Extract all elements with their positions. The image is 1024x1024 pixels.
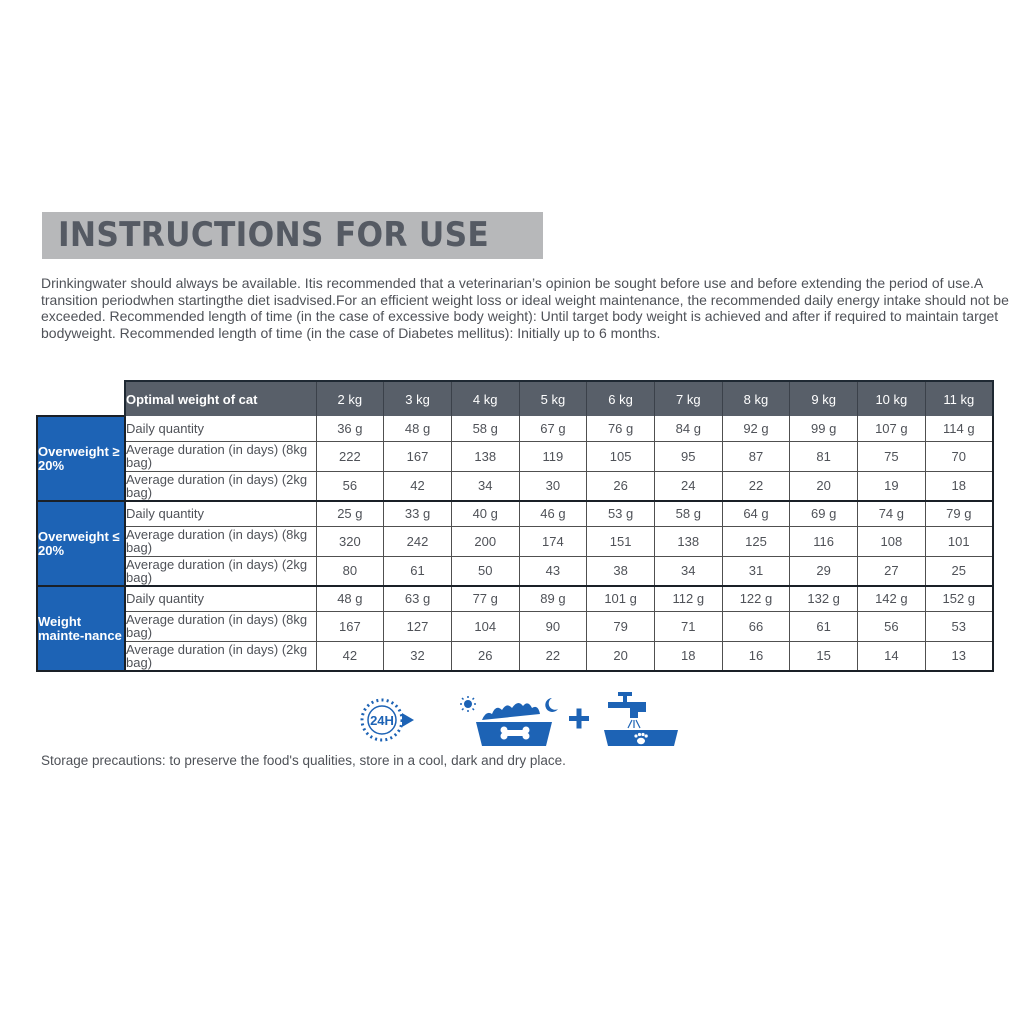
table-cell: 105: [587, 441, 655, 471]
table-cell: 56: [316, 471, 384, 501]
table-cell: 25: [925, 556, 993, 586]
table-corner: [37, 381, 125, 416]
table-cell: 87: [722, 441, 790, 471]
table-row: [37, 471, 993, 501]
group-label: Overweight ≥ 20%: [37, 416, 125, 501]
table-cell: 167: [316, 611, 384, 641]
table-cell: 56: [858, 611, 926, 641]
food-bowl-day-night-icon: [460, 696, 558, 746]
table-cell: 125: [722, 526, 790, 556]
header-label: Optimal weight of cat: [125, 381, 316, 416]
table-cell: 76 g: [587, 416, 655, 441]
table-cell: 24: [654, 471, 722, 501]
table-row: [37, 611, 993, 641]
weight-column-header: 11 kg: [925, 381, 993, 416]
table-cell: 18: [654, 641, 722, 671]
table-cell: 42: [316, 641, 384, 671]
page-title: INSTRUCTIONS FOR USE: [58, 215, 490, 255]
table-cell: 79: [587, 611, 655, 641]
table-cell: 14: [858, 641, 926, 671]
table-cell: 58 g: [451, 416, 519, 441]
table-cell: 151: [587, 526, 655, 556]
table-cell: 13: [925, 641, 993, 671]
table-cell: 70: [925, 441, 993, 471]
table-cell: 38: [587, 556, 655, 586]
table-cell: 63 g: [384, 586, 452, 611]
table-row: [37, 501, 993, 526]
table-cell: 320: [316, 526, 384, 556]
table-cell: 174: [519, 526, 587, 556]
table-cell: 43: [519, 556, 587, 586]
table-cell: 116: [790, 526, 858, 556]
table-cell: 152 g: [925, 586, 993, 611]
table-row: [37, 416, 993, 441]
table-cell: 138: [654, 526, 722, 556]
table-cell: 90: [519, 611, 587, 641]
table-cell: 19: [858, 471, 926, 501]
weight-column-header: 7 kg: [654, 381, 722, 416]
table-cell: 25 g: [316, 501, 384, 526]
table-cell: 33 g: [384, 501, 452, 526]
table-cell: 99 g: [790, 416, 858, 441]
table-cell: 31: [722, 556, 790, 586]
table-cell: 89 g: [519, 586, 587, 611]
table-row: [37, 526, 993, 556]
table-cell: 79 g: [925, 501, 993, 526]
row-label: Average duration (in days) (2kg bag): [125, 641, 316, 671]
table-cell: 122 g: [722, 586, 790, 611]
table-cell: 16: [722, 641, 790, 671]
table-cell: 101: [925, 526, 993, 556]
weight-column-header: 4 kg: [451, 381, 519, 416]
table-cell: 69 g: [790, 501, 858, 526]
table-cell: 48 g: [316, 586, 384, 611]
weight-column-header: 8 kg: [722, 381, 790, 416]
table-body: [37, 416, 993, 671]
table-cell: 138: [451, 441, 519, 471]
row-label: Average duration (in days) (2kg bag): [125, 556, 316, 586]
table-cell: 53 g: [587, 501, 655, 526]
title-bar: [42, 212, 543, 259]
weight-column-header: 6 kg: [587, 381, 655, 416]
table-cell: 36 g: [316, 416, 384, 441]
table-cell: 222: [316, 441, 384, 471]
table-cell: 92 g: [722, 416, 790, 441]
table-cell: 22: [519, 641, 587, 671]
table-cell: 50: [451, 556, 519, 586]
row-label: Daily quantity: [125, 416, 316, 441]
table-cell: 30: [519, 471, 587, 501]
table-cell: 127: [384, 611, 452, 641]
group-label: Overweight ≤ 20%: [37, 501, 125, 586]
group-label: Weight mainte-nance: [37, 586, 125, 671]
intro-paragraph: Drinkingwater should always be available. Itis recommended that a veterinarian’s opinion be sought before use and before extending the period of use.A transition periodwhen startingthe diet isadvised.For an efficient weight loss or ideal weight maintenance, the recommended daily energy intake should not be exceeded. Recommended length of time (in the case of excessive body weight): Until target body weight is achieved and after if required to maintain target bodyweight. Recommended length of time (in the case of Diabetes mellitus): Initially up to 6 months.: [41, 275, 1009, 341]
table-cell: 66: [722, 611, 790, 641]
table-cell: 167: [384, 441, 452, 471]
weight-column-header: 5 kg: [519, 381, 587, 416]
table-cell: 107 g: [858, 416, 926, 441]
table-cell: 74 g: [858, 501, 926, 526]
table-cell: 200: [451, 526, 519, 556]
table-row: [37, 586, 993, 611]
row-label: Average duration (in days) (8kg bag): [125, 441, 316, 471]
table-cell: 101 g: [587, 586, 655, 611]
table-row: [37, 641, 993, 671]
row-label: Average duration (in days) (2kg bag): [125, 471, 316, 501]
table-row: [37, 556, 993, 586]
table-cell: 81: [790, 441, 858, 471]
table-cell: 75: [858, 441, 926, 471]
row-label: Daily quantity: [125, 501, 316, 526]
table-cell: 48 g: [384, 416, 452, 441]
table-header-row: [37, 381, 993, 416]
table-cell: 29: [790, 556, 858, 586]
table-cell: 58 g: [654, 501, 722, 526]
table-cell: 114 g: [925, 416, 993, 441]
table-cell: 34: [654, 556, 722, 586]
table-cell: 104: [451, 611, 519, 641]
row-label: Average duration (in days) (8kg bag): [125, 526, 316, 556]
table-cell: 40 g: [451, 501, 519, 526]
feeding-table: [36, 380, 994, 672]
table-cell: 119: [519, 441, 587, 471]
table-cell: 77 g: [451, 586, 519, 611]
storage-precautions: Storage precautions: to preserve the food's qualities, store in a cool, dark and dry place.: [41, 753, 566, 768]
table-cell: 64 g: [722, 501, 790, 526]
table-cell: 84 g: [654, 416, 722, 441]
weight-column-header: 10 kg: [858, 381, 926, 416]
table-cell: 112 g: [654, 586, 722, 611]
table-cell: 22: [722, 471, 790, 501]
water-tap-bowl-icon: [604, 692, 678, 746]
row-label: Daily quantity: [125, 586, 316, 611]
table-cell: 71: [654, 611, 722, 641]
table-cell: 18: [925, 471, 993, 501]
weight-column-header: 3 kg: [384, 381, 452, 416]
weight-column-header: 9 kg: [790, 381, 858, 416]
table-cell: 142 g: [858, 586, 926, 611]
table-cell: 61: [384, 556, 452, 586]
table-cell: 67 g: [519, 416, 587, 441]
24h-clock-icon: [362, 700, 414, 740]
table-cell: 15: [790, 641, 858, 671]
table-row: [37, 441, 993, 471]
table-cell: 53: [925, 611, 993, 641]
table-cell: 26: [451, 641, 519, 671]
clock-label: 24H: [370, 713, 394, 728]
table-cell: 61: [790, 611, 858, 641]
table-cell: 26: [587, 471, 655, 501]
table-cell: 95: [654, 441, 722, 471]
table-cell: 20: [587, 641, 655, 671]
table-cell: 242: [384, 526, 452, 556]
row-label: Average duration (in days) (8kg bag): [125, 611, 316, 641]
plus-icon: [569, 709, 589, 729]
table-cell: 27: [858, 556, 926, 586]
table-cell: 20: [790, 471, 858, 501]
icon-strip-svg: [356, 688, 681, 750]
icon-strip: [356, 688, 681, 750]
table-cell: 108: [858, 526, 926, 556]
table-cell: 132 g: [790, 586, 858, 611]
table-cell: 80: [316, 556, 384, 586]
table-cell: 34: [451, 471, 519, 501]
table-cell: 42: [384, 471, 452, 501]
weight-column-header: 2 kg: [316, 381, 384, 416]
table-cell: 32: [384, 641, 452, 671]
table-cell: 46 g: [519, 501, 587, 526]
